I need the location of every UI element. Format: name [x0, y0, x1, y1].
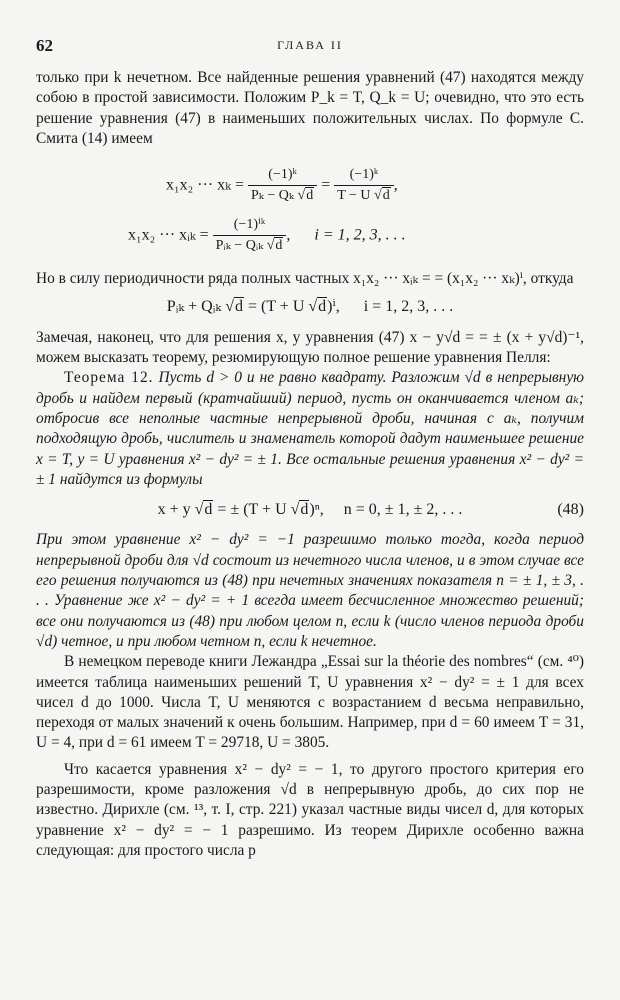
equation-product-ik: x₁x₂ ··· xᵢₖ = $\frac{\text{(−1)ⁱᵏ}}{\text{Pᵢₖ − Qᵢₖ √d}}$ , i = 1, 2, 3, . . . — [128, 215, 406, 257]
paragraph-1: только при k нечетном. Все найденные решения уравнений (47) находятся между собою в простой зависимости. Положим P_k = T, Q_k = U; очевидно, что это есть решение уравнения (47) в наименьших положительных числах. По формуле С. Смита (14) имеем — [36, 69, 584, 147]
paragraph-6: Что касается уравнения x² − dy² = − 1, то другого простого критерия его разрешимости, кроме разложения √d в непрерывную дробь, до сих пор не известно. Дирихле (см. ¹³, т. I, стр. 221) указал частные виды чисел d, для которых уравнение x² − dy² = − 1 разрешимо. Из теорем Дирихле особенно важна следующая: для простого числа p — [36, 760, 584, 859]
paragraph-2: Но в силу периодичности ряда полных частных x₁x₂ ··· xᵢₖ = = (x₁x₂ ··· xₖ)ⁱ, откуда — [36, 270, 574, 288]
equation-product-k: x₁x₂ ··· xₖ = $\frac{\text{(−1)ᵏ}}{\text{Pₖ − Qₖ √d}}$ = $\frac{\text{(−1)ᵏ}}{T - U √d}$ , — [166, 165, 398, 207]
page-number: 62 — [36, 36, 53, 55]
theorem-label: Теорема 12. — [64, 369, 154, 387]
running-head: ГЛАВА II — [277, 38, 343, 52]
fraction-3: $\frac{\text{(−1)ⁱᵏ}}{\text{Pᵢₖ − Qᵢₖ √d}}$ — [213, 215, 287, 257]
theorem-text: Пусть d > 0 и не равно квадрату. Разложим √d в непрерывную дробь и найдем первый (кратчайший) период, пусть он оканчивается членом aₖ; отбросив все неполные частные непрерывной дроби, начиная с aₖ, получим подходящую дробь, числитель и знаменатель которой дадут наименьшее решение x = T, y = U уравнения x² − dy² = ± 1. Все остальные решения уравнения x² − dy² = ± 1 найдутся из формулы — [36, 369, 585, 488]
equation-block-1 — [36, 161, 584, 261]
paragraph-5: В немецком переводе книги Лежандра „Essai sur la théorie des nombres“ (см. ⁴⁰) имеется таблица наименьших решений T, U уравнения x² − dy² = ± 1 для всех чисел d до 1000. Числа T, U меняются с возрастанием d весьма неправильно, переходя от малых значений к очень большим. Например, при d = 60 имеем T = 31, U = 4, при d = 61 имеем T = 29718, U = 3805. — [36, 653, 584, 752]
page-body — [36, 68, 584, 861]
equation-number: (48) — [557, 501, 584, 519]
theorem-12 — [36, 368, 584, 490]
paragraph-4: При этом уравнение x² − dy² = −1 разрешимо только тогда, когда период непрерывной дроби для √d состоит из нечетного числа членов, и в этом случае все его решения получаются из (48) при нечетных значениях показателя n = ± 1, ± 3, . . . Уравнение же x² − dy² = + 1 всегда имеет бесчисленное множество решений; все они получаются из (48) при любом целом n, если k (число членов периода дроби √d) четное, и при любом четном n, если k нечетное. — [36, 531, 584, 650]
equation-48: x + y √d = ± (T + U √d)ⁿ, n = 0, ± 1, ± 2, . . . (48) — [36, 500, 584, 520]
page-header — [36, 36, 584, 56]
fraction-1: $\frac{\text{(−1)ᵏ}}{\text{Pₖ − Qₖ √d}}$ — [248, 165, 317, 207]
paragraph-3: Замечая, наконец, что для решения x, y уравнения (47) x − y√d = = ± (x + y√d)⁻¹, можем высказать теорему, резюмирующую полное решение уравнения Пелля: — [36, 328, 584, 367]
fraction-2: $\frac{\text{(−1)ᵏ}}{T - U √d}$ — [334, 165, 394, 207]
equation-power-i: Pᵢₖ + Qᵢₖ √d = (T + U √d)ⁱ, i = 1, 2, 3, . . . — [166, 298, 454, 316]
